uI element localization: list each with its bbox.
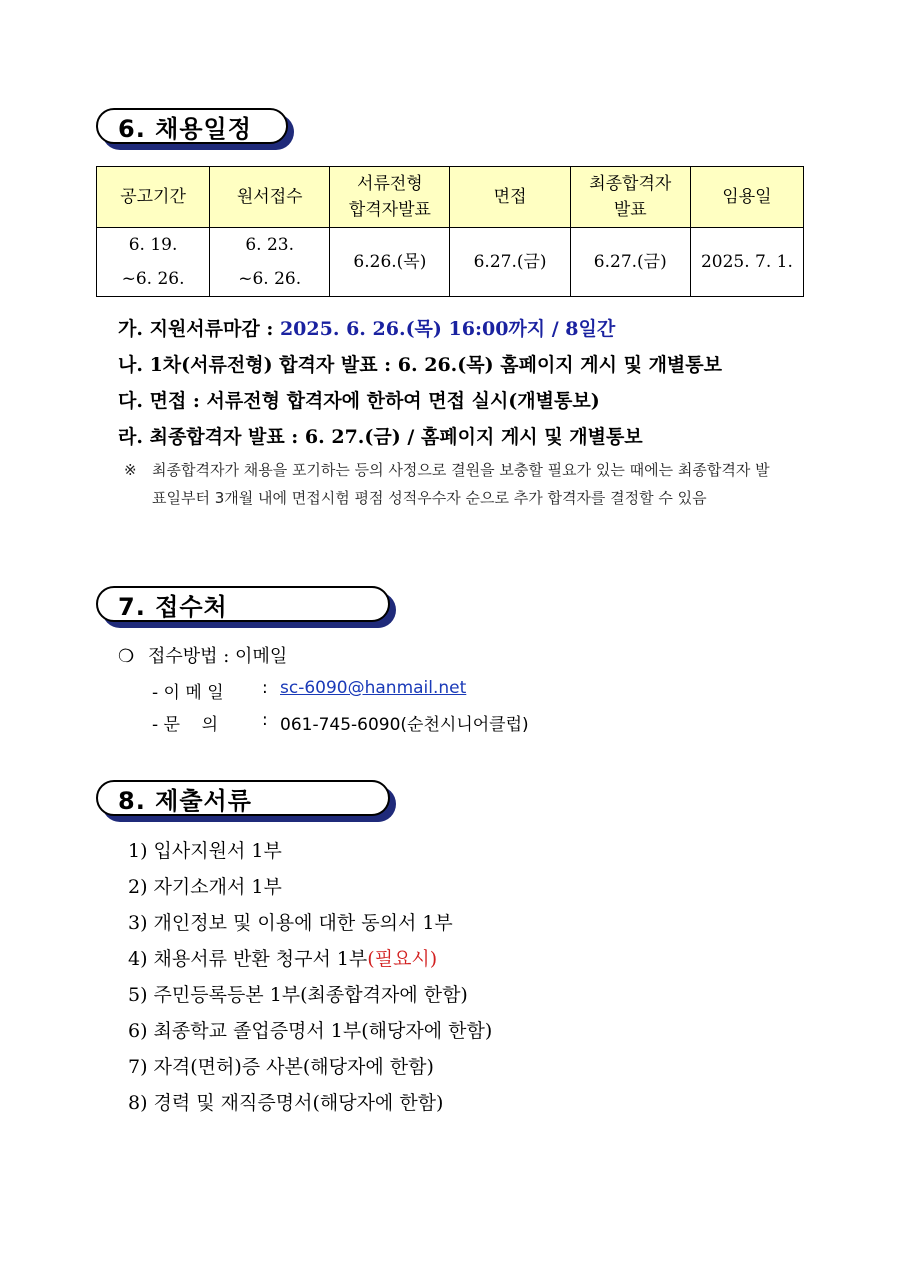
email-label: - 이 메 일 [152,683,224,703]
document-item-4 [128,944,437,971]
document-item-6: 6) 최종학교 졸업증명서 1부(해당자에 한함) [128,1020,493,1042]
notice-ra: 라. 최종합격자 발표 : 6. 27.(금) / 홈페이지 게시 및 개별통보 [118,426,643,448]
document-item-8: 8) 경력 및 재직증명서(해당자에 한함) [128,1092,444,1114]
header-document-result: 서류전형 합격자발표 [330,167,450,228]
notice-ga [118,314,615,341]
document-item-2: 2) 자기소개서 1부 [128,876,282,898]
notice-da: 다. 면접 : 서류전형 합격자에 한하여 면접 실시(개별통보) [118,390,600,412]
inquiry-phone: 061-745-6090(순천시니어클럽) [280,715,529,735]
cell-final-result: 6.27.(금) [570,228,690,297]
receipt-method-text: 접수방법 : 이메일 [148,646,288,667]
cell-application-period: 6. 23. ~6. 26. [210,228,330,297]
email-separator: : [262,678,268,698]
inquiry-separator: : [262,710,268,730]
receipt-method [118,642,287,668]
circle-bullet-icon: ❍ [118,646,135,667]
document-item-1: 1) 입사지원서 1부 [128,840,282,862]
header-announcement-period: 공고기간 [97,167,210,228]
email-link[interactable]: sc-6090@hanmail.net [280,678,467,698]
section-6-header [96,108,288,144]
cell-document-result: 6.26.(목) [330,228,450,297]
cell-appointment-date: 2025. 7. 1. [690,228,803,297]
notice-na: 나. 1차(서류전형) 합격자 발표 : 6. 26.(목) 홈페이지 게시 및 개별통보 [118,354,722,376]
inquiry-label: - 문 의 [152,715,218,735]
document-item-4-note: (필요시) [367,948,438,970]
section-6-title: 6. 채용일정 [118,114,252,143]
reference-mark-icon: ※ [124,461,137,479]
header-application-period: 원서접수 [210,167,330,228]
document-item-5: 5) 주민등록등본 1부(최종합격자에 한함) [128,984,468,1006]
section-8-title: 8. 제출서류 [118,786,252,815]
schedule-table [96,166,804,297]
header-appointment-date: 임용일 [690,167,803,228]
section-7-header [96,586,390,622]
header-final-result: 최종합격자 발표 [570,167,690,228]
document-item-4-text: 4) 채용서류 반환 청구서 1부 [128,948,368,970]
section-8-header [96,780,390,816]
remark-note [124,456,784,512]
document-item-7: 7) 자격(면허)증 사본(해당자에 한함) [128,1056,434,1078]
remark-text: 최종합격자가 채용을 포기하는 등의 사정으로 결원을 보충할 필요가 있는 때에는 최종합격자 발표일부터 3개월 내에 면접시험 평점 성적우수자 순으로 추가 합격자를 결정할 수 있음 [152,461,770,507]
schedule-data-row [97,228,804,297]
document-item-3: 3) 개인정보 및 이용에 대한 동의서 1부 [128,912,453,934]
header-interview: 면접 [450,167,570,228]
cell-announcement-period: 6. 19. ~6. 26. [97,228,210,297]
notice-ga-label: 가. 지원서류마감 : [118,318,280,340]
section-7-title: 7. 접수처 [118,592,228,621]
schedule-header-row [97,167,804,228]
cell-interview: 6.27.(금) [450,228,570,297]
notice-ga-value: 2025. 6. 26.(목) 16:00까지 / 8일간 [279,318,616,340]
